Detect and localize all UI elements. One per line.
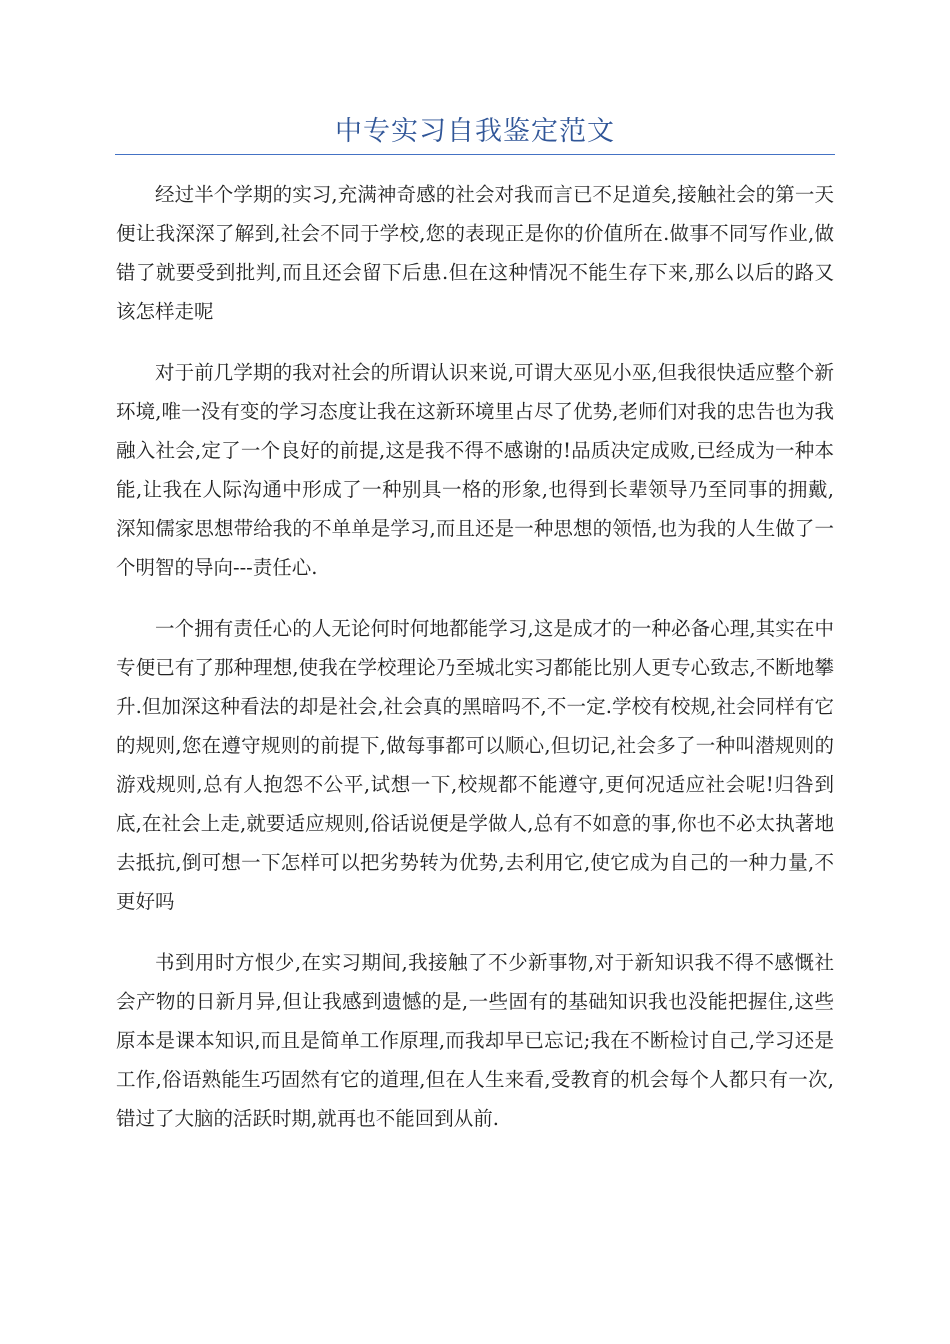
document-body [116, 175, 834, 1160]
paragraph-3: 一个拥有责任心的人无论何时何地都能学习,这是成才的一种必备心理,其实在中专便已有了那种理想,使我在学校理论乃至城北实习都能比别人更专心致志,不断地攀升.但加深这种看法的却是社会,社会真的黑暗吗不,不一定.学校有校规,社会同样有它的规则,您在遵守规则的前提下,做每事都可以顺心,但切记,社会多了一种叫潜规则的游戏规则,总有人抱怨不公平,试想一下,校规都不能遵守,更何况适应社会呢!归咎到底,在社会上走,就要适应规则,俗话说便是学做人,总有不如意的事,你也不必太执著地去抵抗,倒可想一下怎样可以把劣势转为优势,去利用它,使它成为自己的一种力量,不更好吗 [116, 617, 834, 913]
paragraph-2: 对于前几学期的我对社会的所谓认识来说,可谓大巫见小巫,但我很快适应整个新环境,唯一没有变的学习态度让我在这新环境里占尽了优势,老师们对我的忠告也为我融入社会,定了一个良好的前提,这是我不得不感谢的!品质决定成败,已经成为一种本能,让我在人际沟通中形成了一种别具一格的形象,也得到长辈领导乃至同事的拥戴,深知儒家思想带给我的不单单是学习,而且还是一种思想的领悟,也为我的人生做了一个明智的导向---责任心. [116, 361, 834, 579]
document-title: 中专实习自我鉴定范文 [335, 116, 615, 147]
paragraph-4: 书到用时方恨少,在实习期间,我接触了不少新事物,对于新知识我不得不感慨社会产物的日新月异,但让我感到遗憾的是,一些固有的基础知识我也没能把握住,这些原本是课本知识,而且是简单工作原理,而我却早已忘记;我在不断检讨自己,学习还是工作,俗语熟能生巧固然有它的道理,但在人生来看,受教育的机会每个人都只有一次,错过了大脑的活跃时期,就再也不能回到从前. [116, 951, 834, 1130]
title-underline [115, 154, 835, 155]
paragraph-1: 经过半个学期的实习,充满神奇感的社会对我而言已不足道矣,接触社会的第一天便让我深深了解到,社会不同于学校,您的表现正是你的价值所在.做事不同写作业,做错了就要受到批判,而且还会留下后患.但在这种情况不能生存下来,那么以后的路又该怎样走呢 [116, 183, 834, 323]
